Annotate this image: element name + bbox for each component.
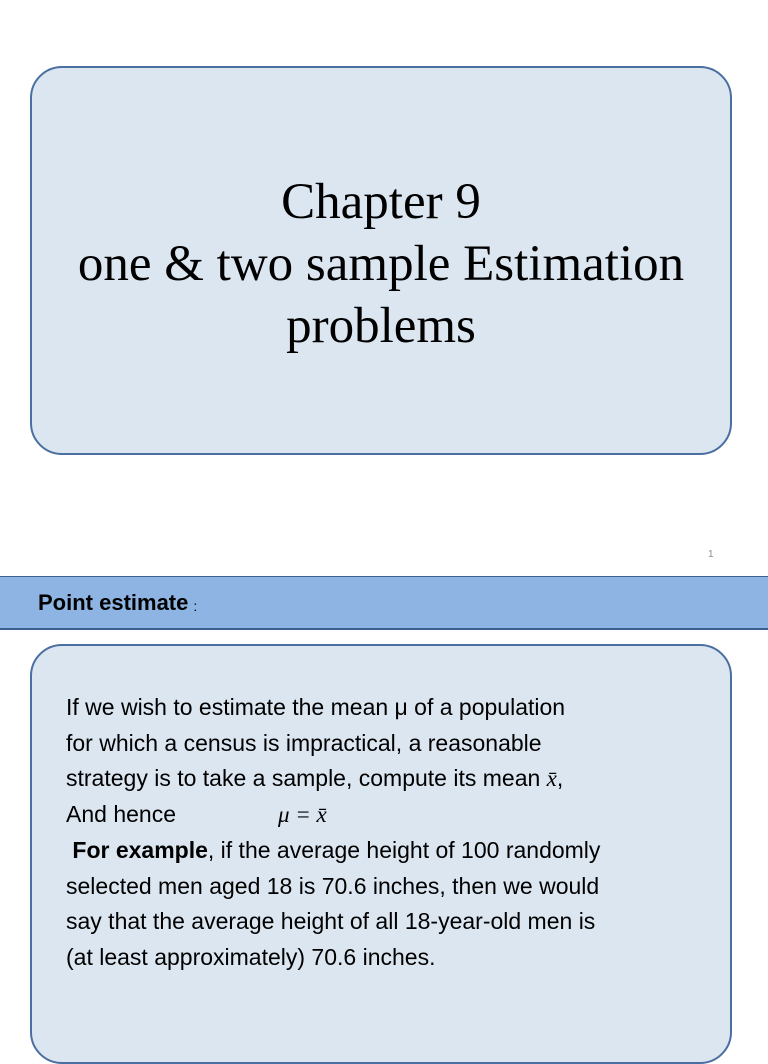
chapter-subtitle-line2: problems [286, 297, 476, 354]
body-line-7: say that the average height of all 18-year-old men is [66, 908, 596, 935]
body-line-2: for which a census is impractical, a reasonable [66, 729, 542, 756]
body-line-6: selected men aged 18 is 70.6 inches, then we would [66, 872, 600, 899]
sample-mean-symbol: x̄ [546, 766, 557, 792]
body-line-5 [66, 833, 714, 869]
chapter-title: Chapter 9 [281, 173, 481, 230]
body-line-4 [66, 797, 714, 833]
example-label: For example [72, 836, 208, 863]
body-line-3 [66, 761, 714, 797]
body-line-4-text: And hence [66, 801, 176, 828]
chapter-subtitle-line1: one & two sample Estimation [77, 235, 685, 292]
section-title-colon: : [193, 597, 198, 614]
section-header-bar [0, 576, 768, 630]
body-line-3-end: , [556, 765, 564, 792]
content-slide [0, 576, 768, 1024]
body-line-3-text: strategy is to take a sample, compute its mean [66, 765, 547, 792]
content-box [30, 644, 732, 1064]
body-line-1: If we wish to estimate the mean μ of a population [66, 694, 566, 720]
page-number: 1 [708, 549, 714, 560]
mean-equation: μ = x̄ [277, 802, 327, 828]
body-line-5-rest: , if the average height of 100 randomly [207, 836, 601, 863]
title-box [30, 66, 732, 455]
body-line-8: (at least approximately) 70.6 inches. [66, 943, 436, 970]
section-title: Point estimate [38, 589, 189, 615]
